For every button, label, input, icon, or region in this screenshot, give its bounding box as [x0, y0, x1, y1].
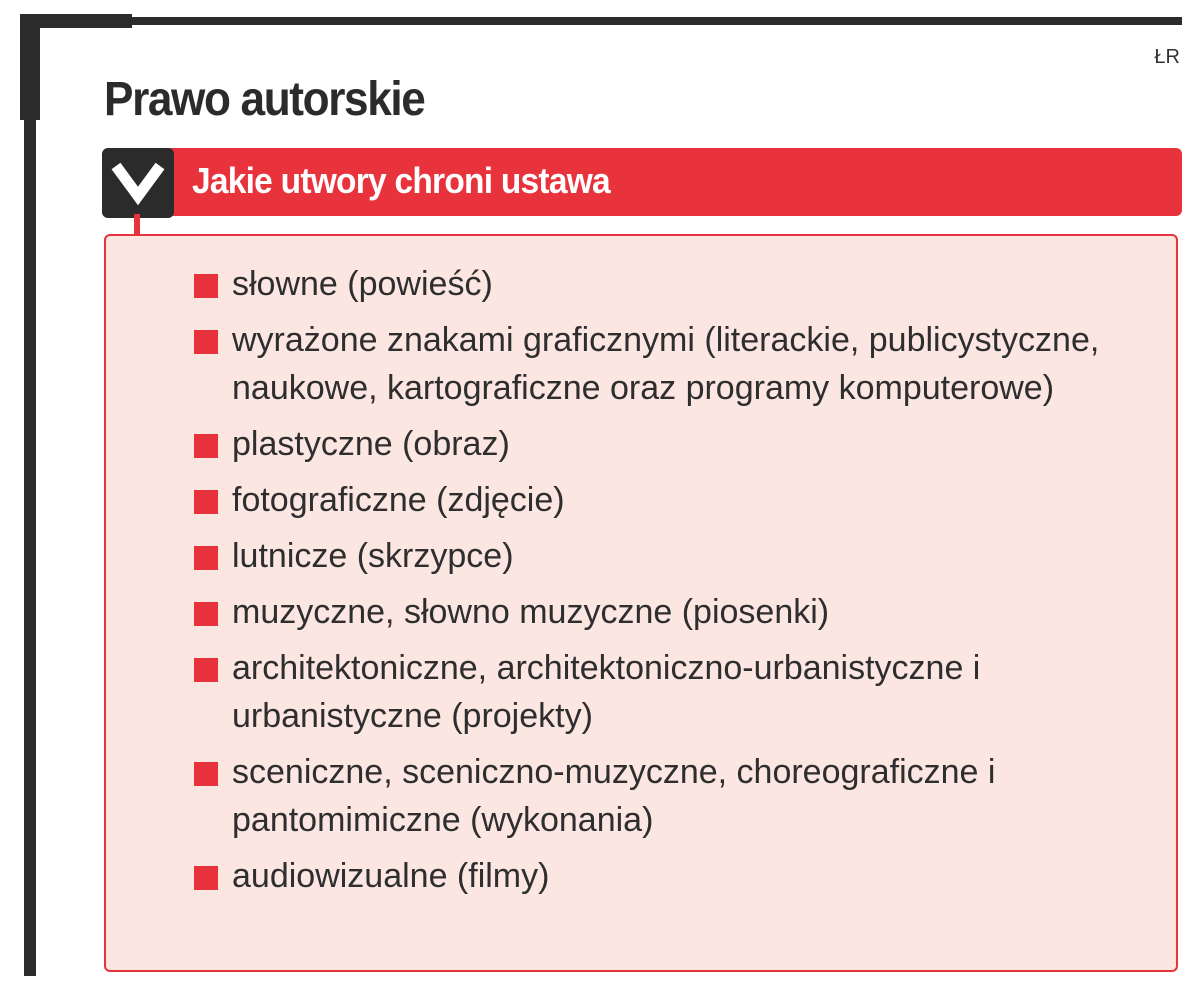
frame-tab: [20, 14, 132, 28]
list-item-text: audiowizualne (filmy): [232, 857, 550, 895]
list-item: [194, 588, 1154, 636]
square-bullet-icon: [194, 490, 218, 514]
frame-corner: [20, 14, 40, 120]
square-bullet-icon: [194, 330, 218, 354]
connector-line: [134, 214, 140, 236]
list-item-text: słowne (powieść): [232, 265, 493, 303]
list-item: [194, 644, 1154, 740]
square-bullet-icon: [194, 762, 218, 786]
list-item: [194, 476, 1154, 524]
list-item-text: plastyczne (obraz): [232, 425, 510, 463]
protected-works-list: [194, 260, 1154, 908]
chevron-box[interactable]: [102, 148, 174, 218]
list-item: [194, 316, 1154, 412]
list-item-text: lutnicze (skrzypce): [232, 537, 514, 575]
page-title: Prawo autorskie: [104, 73, 425, 126]
square-bullet-icon: [194, 866, 218, 890]
section-title: Jakie utwory chroni ustawa: [192, 160, 610, 201]
list-item: [194, 852, 1154, 900]
author-initials: ŁR: [1154, 46, 1180, 68]
square-bullet-icon: [194, 602, 218, 626]
square-bullet-icon: [194, 658, 218, 682]
list-item-text: wyrażone znakami graficznymi (literackie, publicystyczne, naukowe, kartograficzne oraz programy komputerowe): [232, 321, 1100, 407]
frame-vertical-line: [24, 14, 36, 976]
content-panel: [104, 234, 1178, 972]
list-item-text: sceniczne, sceniczno-muzyczne, choreograficzne i pantomimiczne (wykonania): [232, 753, 996, 839]
list-item: [194, 260, 1154, 308]
square-bullet-icon: [194, 274, 218, 298]
list-item: [194, 748, 1154, 844]
square-bullet-icon: [194, 434, 218, 458]
list-item-text: fotograficzne (zdjęcie): [232, 481, 565, 519]
list-item: [194, 420, 1154, 468]
frame-top-line: [130, 17, 1182, 25]
list-item: [194, 532, 1154, 580]
square-bullet-icon: [194, 546, 218, 570]
list-item-text: architektoniczne, architektoniczno-urbanistyczne i urbanistyczne (projekty): [232, 649, 981, 735]
list-item-text: muzyczne, słowno muzyczne (piosenki): [232, 593, 830, 631]
